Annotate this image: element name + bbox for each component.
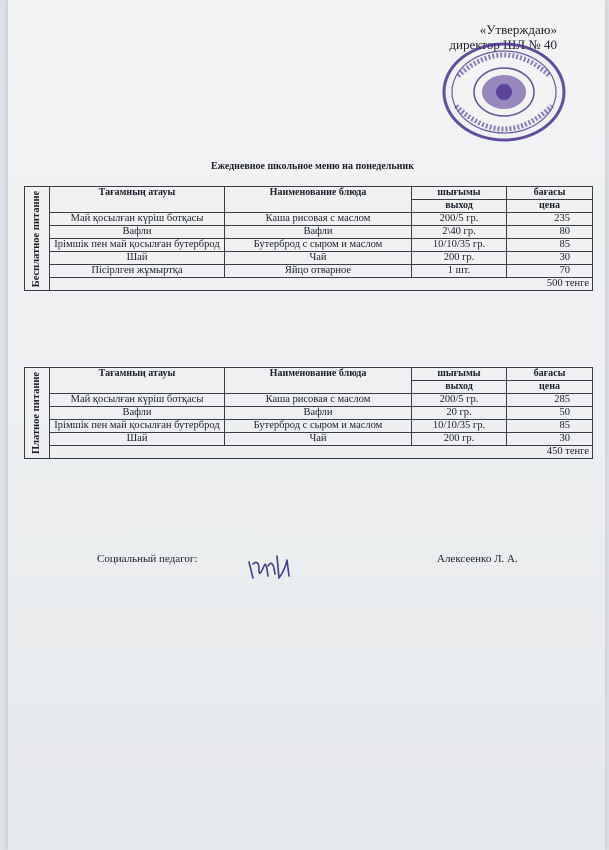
free-section-label: Бесплатное питание	[31, 190, 42, 287]
table-row: Шай Чай 200 гр. 30	[25, 252, 593, 265]
table-row: Ірімшік пен май қосылған бутерброд Бутерброд с сыром и маслом 10/10/35 гр. 85	[25, 239, 593, 252]
signatory-role: Социальный педагог:	[97, 553, 198, 565]
table-row: Май қосылған күріш ботқасы Каша рисовая с маслом 200/5 гр. 285	[25, 394, 593, 407]
handwritten-signature	[246, 552, 294, 584]
header-price-ru: цена	[507, 381, 593, 394]
paid-meal-table	[24, 367, 593, 459]
page-title: Ежедневное школьное меню на понедельник	[211, 161, 414, 172]
header-price-kz: бағасы	[507, 368, 593, 381]
table-row: Вафли Вафли 2\40 гр. 80	[25, 226, 593, 239]
header-output-kz: шығымы	[412, 368, 507, 381]
header-ru-name: Наименование блюда	[225, 368, 412, 394]
table-row: Вафли Вафли 20 гр. 50	[25, 407, 593, 420]
header-ru-name: Наименование блюда	[225, 187, 412, 213]
free-total: 500 тенге	[50, 278, 593, 291]
header-kz-name: Тағамның атауы	[50, 187, 225, 213]
paid-total: 450 тенге	[50, 446, 593, 459]
table-row: Май қосылған күріш ботқасы Каша рисовая с маслом 200/5 гр. 235	[25, 213, 593, 226]
header-price-kz: бағасы	[507, 187, 593, 200]
paid-section-label-cell	[25, 368, 50, 459]
header-output-ru: выход	[412, 381, 507, 394]
header-output-ru: выход	[412, 200, 507, 213]
table-row: Пісірлген жұмыртқа Яйцо отварное 1 шт. 70	[25, 265, 593, 278]
header-output-kz: шығымы	[412, 187, 507, 200]
free-meal-table	[24, 186, 593, 291]
table-row: Шай Чай 200 гр. 30	[25, 433, 593, 446]
paid-section-label: Платное питание	[31, 371, 42, 455]
official-stamp	[440, 40, 568, 144]
header-kz-name: Тағамның атауы	[50, 368, 225, 394]
approval-heading: «Утверждаю»	[479, 22, 557, 37]
free-section-label-cell	[25, 187, 50, 291]
table-row: Ірімшік пен май қосылған бутерброд Бутерброд с сыром и маслом 10/10/35 гр. 85	[25, 420, 593, 433]
signatory-name: Алексеенко Л. А.	[437, 553, 518, 565]
header-price-ru: цена	[507, 200, 593, 213]
approval-director: директор ШЛ № 40	[449, 37, 557, 52]
